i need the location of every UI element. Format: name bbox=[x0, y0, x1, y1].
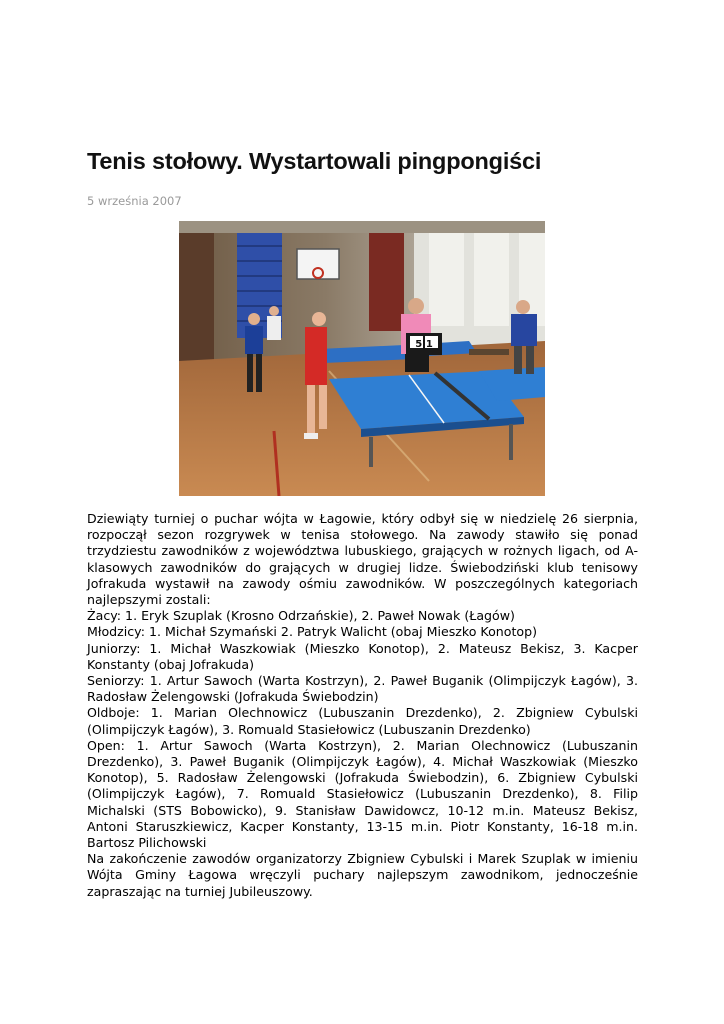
article-paragraph: Młodzicy: 1. Michał Szymański 2. Patryk Walicht (obaj Mieszko Konotop) bbox=[87, 624, 538, 640]
article-paragraph: Na zakończenie zawodów organizatorzy Zbigniew Cybulski i Marek Szuplak w imieniu Wójta Gminy Łagowa wręczyli puchary najlepszym zawodnikom, jednocześnie zapraszając na turniej Jubileuszowy. bbox=[87, 851, 638, 899]
article-paragraph: Seniorzy: 1. Artur Sawoch (Warta Kostrzyn), 2. Paweł Buganik (Olimpijczyk Łagów), 3. Radosław Żelengowski (Jofrakuda Świebodzin) bbox=[87, 673, 638, 705]
article-date: 5 września 2007 bbox=[87, 194, 182, 208]
article-paragraph: Żacy: 1. Eryk Szuplak (Krosno Odrzańskie), 2. Paweł Nowak (Łagów) bbox=[87, 608, 515, 624]
player-background bbox=[267, 306, 281, 340]
article-paragraph: Open: 1. Artur Sawoch (Warta Kostrzyn), 2. Marian Olechnowicz (Lubuszanin Drezdenko), 3. Paweł Buganik (Olimpijczyk Łagów), 4. Michał Waszkowiak (Mieszko Konotop), 5. Radosław Żelengowski (Jofrakuda Świebodzin), 6. Zbigniew Cybulski (Olimpijczyk Łagów), 7. Romuald Stasiełowicz (Lubuszanin Drezdenko), 8. Filip Michalski (STS Bobowicko), 9. Stanisław Dawidowcz, 10-12 m.in. Mateusz Bekisz, Antoni Staruszkiewicz, Kacper Konstanty, 13-15 m.in. Piotr Konstanty, 16-18 m.in. Bartosz Pilichowski bbox=[87, 737, 638, 851]
article-paragraph: Juniorzy: 1. Michał Waszkowiak (Mieszko Konotop), 2. Mateusz Bekisz, 3. Kacper Konstanty (obaj Jofrakuda) bbox=[87, 640, 638, 672]
score-board-text: 5|1 bbox=[415, 339, 433, 350]
article-title: Tenis stołowy. Wystartowali pingpongiści bbox=[87, 148, 542, 174]
article-body bbox=[87, 511, 638, 900]
article-paragraph: Dziewiąty turniej o puchar wójta w Łagowie, który odbył się w niedzielę 26 sierpnia, rozpoczął sezon rozgrywek w tenisa stołowego. Na zawody stawiło się ponad trzydziestu zawodników z województwa lubuskiego, grających w rożnych ligach, od A-klasowych zawodników do grających w drugiej lidze. Świebodziński klub tenisowy Jofrakuda wystawił na zawody ośmiu zawodników. W poszczególnych kategoriach najlepszymi zostali: bbox=[87, 511, 638, 608]
article-photo bbox=[179, 221, 545, 496]
article-paragraph: Oldboje: 1. Marian Olechnowicz (Lubuszanin Drezdenko), 2. Zbigniew Cybulski (Olimpijczyk Łagów), 3. Romuald Stasiełowicz (Lubuszanin Drezdenko) bbox=[87, 705, 638, 737]
